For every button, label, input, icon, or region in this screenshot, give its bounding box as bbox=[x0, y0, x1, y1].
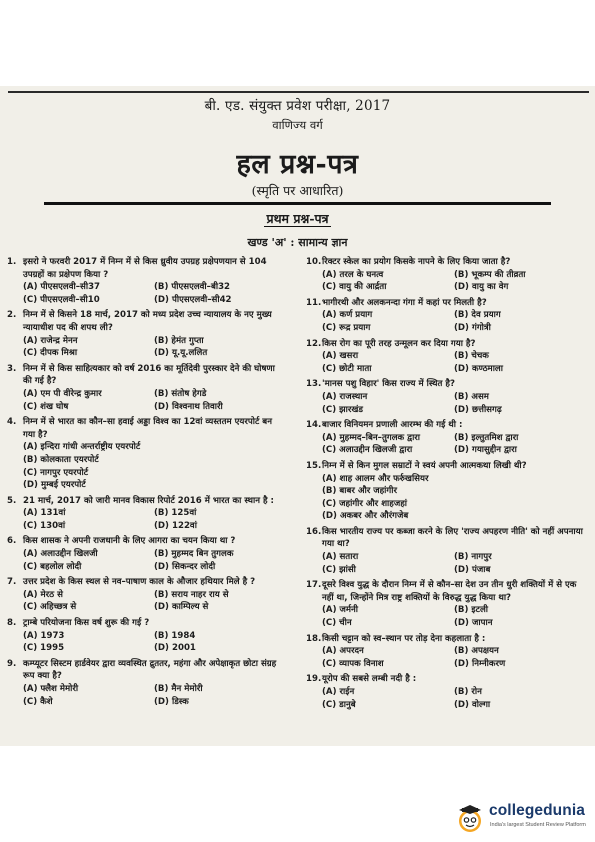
question-item bbox=[306, 297, 586, 335]
question-text: 21 मार्च, 2017 को जारी मानव विकास रिपोर्ट 2016 में भारत का स्थान है : bbox=[23, 495, 274, 506]
answer-options bbox=[306, 432, 586, 457]
brand-logo[interactable] bbox=[453, 800, 593, 840]
question-stem bbox=[306, 419, 586, 432]
answer-option: (A) एम पी वीरेन्द्र कुमार bbox=[23, 388, 102, 399]
question-text: भागीरथी और अलकनन्दा गंगा में कहां पर मिलती है? bbox=[322, 297, 487, 308]
question-number: 1. bbox=[7, 257, 17, 267]
question-number: 5. bbox=[7, 495, 17, 506]
question-text: निम्न में से किन मुगल सम्राटों ने स्वयं अपनी आत्मकथा लिखी थी? bbox=[322, 460, 527, 471]
answer-option: (A) अलाउद्दीन खिलजी bbox=[23, 549, 98, 560]
question-stem bbox=[306, 297, 586, 310]
question-item bbox=[306, 256, 586, 294]
answer-options bbox=[7, 281, 285, 306]
answer-options bbox=[306, 350, 586, 375]
brand-name: collegedunia bbox=[489, 802, 585, 819]
question-item bbox=[306, 338, 586, 376]
answer-option: (D) मुम्बई एयरपोर्ट bbox=[23, 480, 86, 491]
answer-option: (B) असम bbox=[454, 391, 489, 402]
answer-option: (D) वायु का वेग bbox=[454, 282, 509, 293]
question-stem bbox=[7, 416, 285, 441]
question-text: निम्न में से किस साहित्यकार को वर्ष 2016 का मूर्तिदेवी पुरस्कार देने की घोषणा की गई है? bbox=[23, 363, 275, 387]
answer-option: (C) वायु की आर्द्रता bbox=[322, 282, 387, 293]
answer-option: (B) मुहम्मद बिन तुगलक bbox=[154, 549, 234, 560]
question-item bbox=[306, 419, 586, 457]
answer-option: (B) चेचक bbox=[454, 351, 489, 362]
answer-option: (B) देव प्रयाग bbox=[454, 310, 501, 321]
question-text: बाजार विनियमन प्रणाली आरम्भ की गई थी : bbox=[322, 420, 463, 431]
scanned-page bbox=[0, 86, 595, 746]
question-item bbox=[306, 579, 586, 629]
question-number: 11. bbox=[306, 297, 322, 308]
answer-option: (C) दीपक मिश्रा bbox=[23, 348, 78, 359]
heavy-divider bbox=[44, 202, 551, 205]
answer-option: (A) पीएसएलवी–सी37 bbox=[23, 282, 101, 293]
question-item bbox=[7, 309, 285, 359]
answer-option: (A) 131वां bbox=[23, 508, 66, 519]
part-heading: खण्ड 'अ' : सामान्य ज्ञान bbox=[247, 236, 348, 249]
answer-option: (C) डानुबे bbox=[322, 699, 356, 710]
answer-options bbox=[7, 548, 285, 573]
question-number: 7. bbox=[7, 577, 17, 588]
question-text: किसी चट्टान को स्व–स्थान पर तोड़ देना कहलाता है : bbox=[322, 633, 486, 644]
question-stem bbox=[306, 256, 586, 269]
question-text: इसरो ने फरवरी 2017 में निम्न में से किस ध्रुवीय उपग्रह प्रक्षेपणयान से 104 उपग्रहों का प्रक्षेपण किया ? bbox=[23, 257, 267, 280]
answer-options bbox=[306, 645, 586, 670]
question-stem bbox=[7, 309, 285, 334]
answer-option: (C) चीन bbox=[322, 618, 352, 629]
question-stem bbox=[306, 579, 586, 604]
question-item bbox=[7, 416, 285, 492]
answer-options bbox=[306, 391, 586, 416]
answer-option: (C) व्यापक विनाश bbox=[322, 658, 384, 669]
answer-options bbox=[7, 441, 285, 491]
answer-option: (C) शंख घोष bbox=[23, 401, 69, 412]
answer-option: (D) निम्नीकरण bbox=[454, 658, 506, 669]
answer-option: (A) राजस्थान bbox=[322, 391, 368, 402]
answer-option: (C) जहांगीर और शाहजहां bbox=[322, 498, 407, 509]
answer-option: (D) 2001 bbox=[154, 643, 196, 654]
answer-option: (D) गंगोत्री bbox=[454, 322, 491, 333]
answer-option: (A) तरल के घनत्व bbox=[322, 269, 384, 280]
question-number: 3. bbox=[7, 363, 17, 374]
answer-options bbox=[306, 604, 586, 629]
question-item bbox=[7, 363, 285, 413]
answer-option: (B) इटली bbox=[454, 605, 489, 616]
answer-option: (B) पीएसएलवी–बी32 bbox=[154, 282, 231, 293]
answer-options bbox=[7, 589, 285, 614]
answer-options bbox=[306, 686, 586, 711]
answer-option: (A) राईन bbox=[322, 687, 355, 697]
question-number: 6. bbox=[7, 536, 17, 547]
answer-option: (D) सिकन्दर लोदी bbox=[154, 561, 216, 572]
answer-option: (A) इन्दिरा गांधी अन्तर्राष्ट्रीय एयरपोर्ट bbox=[23, 442, 141, 453]
answer-option: (D) कण्ठमाला bbox=[454, 363, 503, 374]
question-text: कम्प्यूटर सिस्टम हार्डवेयर द्वारा व्यवस्थित द्रुततर, महंगा और अपेक्षाकृत छोटा संग्रह रूप क्या है? bbox=[23, 658, 277, 682]
question-item bbox=[7, 617, 285, 655]
answer-option: (A) फ्लैश मेमोरी bbox=[23, 684, 79, 694]
answer-option: (D) गयासुद्दीन द्वारा bbox=[454, 445, 517, 456]
answer-option: (D) यू.यू.ललित bbox=[154, 348, 208, 359]
answer-option: (B) कोलकाता एयरपोर्ट bbox=[23, 454, 99, 465]
question-number: 19. bbox=[306, 674, 322, 685]
answer-option: (C) रूद्र प्रयाग bbox=[322, 322, 371, 333]
answer-options bbox=[306, 309, 586, 334]
top-rule bbox=[8, 91, 589, 93]
answer-option: (C) नागपुर एयरपोर्ट bbox=[23, 467, 89, 478]
question-stem bbox=[306, 338, 586, 351]
question-stem bbox=[7, 535, 285, 548]
question-item bbox=[7, 256, 285, 306]
answer-option: (C) अलाउद्दीन खिलजी द्वारा bbox=[322, 445, 413, 456]
question-number: 13. bbox=[306, 379, 322, 390]
answer-option: (A) मेरठ से bbox=[23, 589, 63, 600]
answer-option: (A) शाह आलम और फर्रुखसियर bbox=[322, 473, 429, 484]
answer-option: (B) नागपुर bbox=[454, 552, 492, 563]
question-item bbox=[7, 495, 285, 533]
question-stem bbox=[306, 526, 586, 551]
brand-tagline: India's largest Student Review Platform bbox=[490, 822, 586, 828]
answer-option: (B) हेमंत गुप्ता bbox=[154, 335, 204, 346]
answer-option: (D) डिस्क bbox=[154, 696, 189, 707]
answer-option: (A) मुहम्मद–बिन–तुगलक द्वारा bbox=[322, 432, 421, 443]
answer-option: (C) छोटी माता bbox=[322, 363, 372, 374]
answer-option: (B) 125वां bbox=[154, 508, 197, 519]
question-item bbox=[7, 658, 285, 708]
answer-option: (C) 130वां bbox=[23, 520, 66, 531]
question-number: 16. bbox=[306, 526, 322, 537]
question-stem bbox=[7, 617, 285, 630]
question-text: ट्राम्बे परियोजना किस वर्ष शुरू की गई ? bbox=[23, 618, 150, 629]
answer-option: (D) पंजाब bbox=[454, 564, 491, 575]
answer-option: (C) कैशे bbox=[23, 696, 53, 707]
answer-option: (B) बाबर और जहांगीर bbox=[322, 486, 397, 497]
answer-option: (B) भूकम्प की तीव्रता bbox=[454, 269, 526, 280]
question-stem bbox=[306, 460, 586, 473]
answer-option: (B) 1984 bbox=[154, 630, 196, 641]
answer-option: (B) इल्तुतमिश द्वारा bbox=[454, 432, 519, 443]
question-number: 8. bbox=[7, 618, 17, 629]
answer-option: (C) झांसी bbox=[322, 564, 356, 575]
answer-option: (A) खसरा bbox=[322, 351, 359, 362]
question-stem bbox=[306, 633, 586, 646]
answer-option: (D) पीएसएलवी–सी42 bbox=[154, 294, 232, 305]
answer-option: (B) अपक्षयन bbox=[454, 646, 499, 657]
question-stem bbox=[7, 495, 285, 508]
answer-option: (D) जापान bbox=[454, 618, 493, 629]
section-heading bbox=[0, 210, 595, 227]
page-subtitle: (स्मृति पर आधारित) bbox=[251, 183, 344, 198]
question-stem bbox=[7, 576, 285, 589]
answer-options bbox=[306, 269, 586, 294]
question-text: किस भारतीय राज्य पर कब्जा करने के लिए 'राज्य अपहरण नीति' को नहीं अपनाया गया था? bbox=[322, 526, 583, 550]
question-text: दूसरे विश्व युद्ध के दौरान निम्न में से कौन–सा देश उन तीन धुरी शक्तियों में से एक नहीं था, जिन्होंने मित्र राष्ट्र शक्तियों के विरुद्ध युद्ध किया था? bbox=[322, 580, 577, 603]
answer-option: (A) सतारा bbox=[322, 552, 359, 563]
answer-option: (C) अहिच्छत्र से bbox=[23, 602, 77, 613]
answer-option: (D) विश्वनाथ तिवारी bbox=[154, 401, 223, 412]
question-stem bbox=[306, 673, 586, 686]
question-number: 4. bbox=[7, 417, 17, 428]
answer-option: (A) जर्मनी bbox=[322, 605, 359, 616]
question-stem bbox=[306, 378, 586, 391]
question-text: निम्न में से भारत का कौन–सा हवाई अड्डा विश्व का 12वां व्यस्ततम एयरपोर्ट बन गया है? bbox=[23, 417, 272, 440]
answer-option: (D) वोल्गा bbox=[454, 699, 491, 710]
answer-option: (D) छत्तीसगढ़ bbox=[454, 404, 502, 415]
question-number: 10. bbox=[306, 257, 322, 267]
question-number: 2. bbox=[7, 310, 17, 321]
answer-option: (C) 1995 bbox=[23, 643, 65, 654]
student-mascot-icon bbox=[453, 802, 487, 836]
question-item bbox=[306, 673, 586, 711]
stream-label: वाणिज्य वर्ग bbox=[272, 118, 323, 132]
answer-option: (D) अकबर और औरंगजेब bbox=[322, 511, 409, 522]
answer-options bbox=[7, 388, 285, 413]
question-text: किस रोग का पूरी तरह उन्मूलन कर दिया गया है? bbox=[322, 338, 476, 349]
question-number: 14. bbox=[306, 420, 322, 431]
question-number: 12. bbox=[306, 338, 322, 349]
answer-options bbox=[7, 683, 285, 708]
answer-options bbox=[7, 630, 285, 655]
question-item bbox=[7, 576, 285, 614]
question-number: 9. bbox=[7, 658, 17, 669]
question-text: उत्तर प्रदेश के किस स्थल से नव–पाषाण काल के औजार हथियार मिले है ? bbox=[23, 577, 256, 588]
question-text: रिक्टर स्केल का प्रयोग किसके नापने के लिए किया जाता है? bbox=[322, 257, 511, 267]
exam-title: बी. एड. संयुक्त प्रवेश परीक्षा, 2017 bbox=[204, 98, 391, 114]
answer-option: (B) संतोष हेगडे bbox=[154, 388, 207, 399]
answer-options bbox=[306, 551, 586, 576]
question-stem bbox=[7, 363, 285, 388]
answer-options bbox=[306, 473, 586, 523]
question-item bbox=[306, 633, 586, 671]
answer-option: (B) रोन bbox=[454, 687, 482, 697]
answer-option: (D) काम्पिल्य से bbox=[154, 602, 209, 613]
answer-option: (A) राजेन्द्र मेनन bbox=[23, 335, 78, 346]
question-number: 18. bbox=[306, 633, 322, 644]
question-text: यूरोप की सबसे लम्बी नदी है : bbox=[322, 674, 417, 685]
question-number: 17. bbox=[306, 580, 322, 591]
answer-option: (A) 1973 bbox=[23, 630, 65, 641]
question-item bbox=[7, 535, 285, 573]
answer-options bbox=[7, 507, 285, 532]
section-heading-text: प्रथम प्रश्न-पत्र bbox=[266, 211, 329, 226]
answer-option: (C) बहलोल लोदी bbox=[23, 561, 82, 572]
answer-option: (D) 122वां bbox=[154, 520, 197, 531]
answer-option: (A) कर्ण प्रयाग bbox=[322, 310, 373, 321]
question-item bbox=[306, 378, 586, 416]
question-column-left bbox=[7, 256, 285, 711]
question-text: 'मानस पशु विहार' किस राज्य में स्थित है? bbox=[322, 379, 455, 390]
question-text: किस शासक ने अपनी राजधानी के लिए आगरा का चयन किया था ? bbox=[23, 536, 236, 547]
answer-option: (B) सराय नाहर राय से bbox=[154, 589, 229, 600]
answer-option: (C) पीएसएलवी–सी10 bbox=[23, 294, 100, 305]
question-stem bbox=[7, 658, 285, 683]
question-stem bbox=[7, 256, 285, 281]
answer-option: (A) अपरदन bbox=[322, 646, 364, 657]
question-column-right bbox=[306, 256, 586, 714]
answer-option: (B) मैन मेमोरी bbox=[154, 684, 203, 694]
question-text: निम्न में से किसने 18 मार्च, 2017 को मध्य प्रदेश उच्च न्यायालय के नए मुख्य न्यायाधीश पद की शपथ ली? bbox=[23, 310, 272, 333]
answer-options bbox=[7, 335, 285, 360]
answer-option: (C) झारखंड bbox=[322, 404, 364, 415]
page-title: हल प्रश्न-पत्र bbox=[236, 149, 359, 180]
question-item bbox=[306, 526, 586, 576]
question-number: 15. bbox=[306, 460, 322, 471]
question-item bbox=[306, 460, 586, 523]
